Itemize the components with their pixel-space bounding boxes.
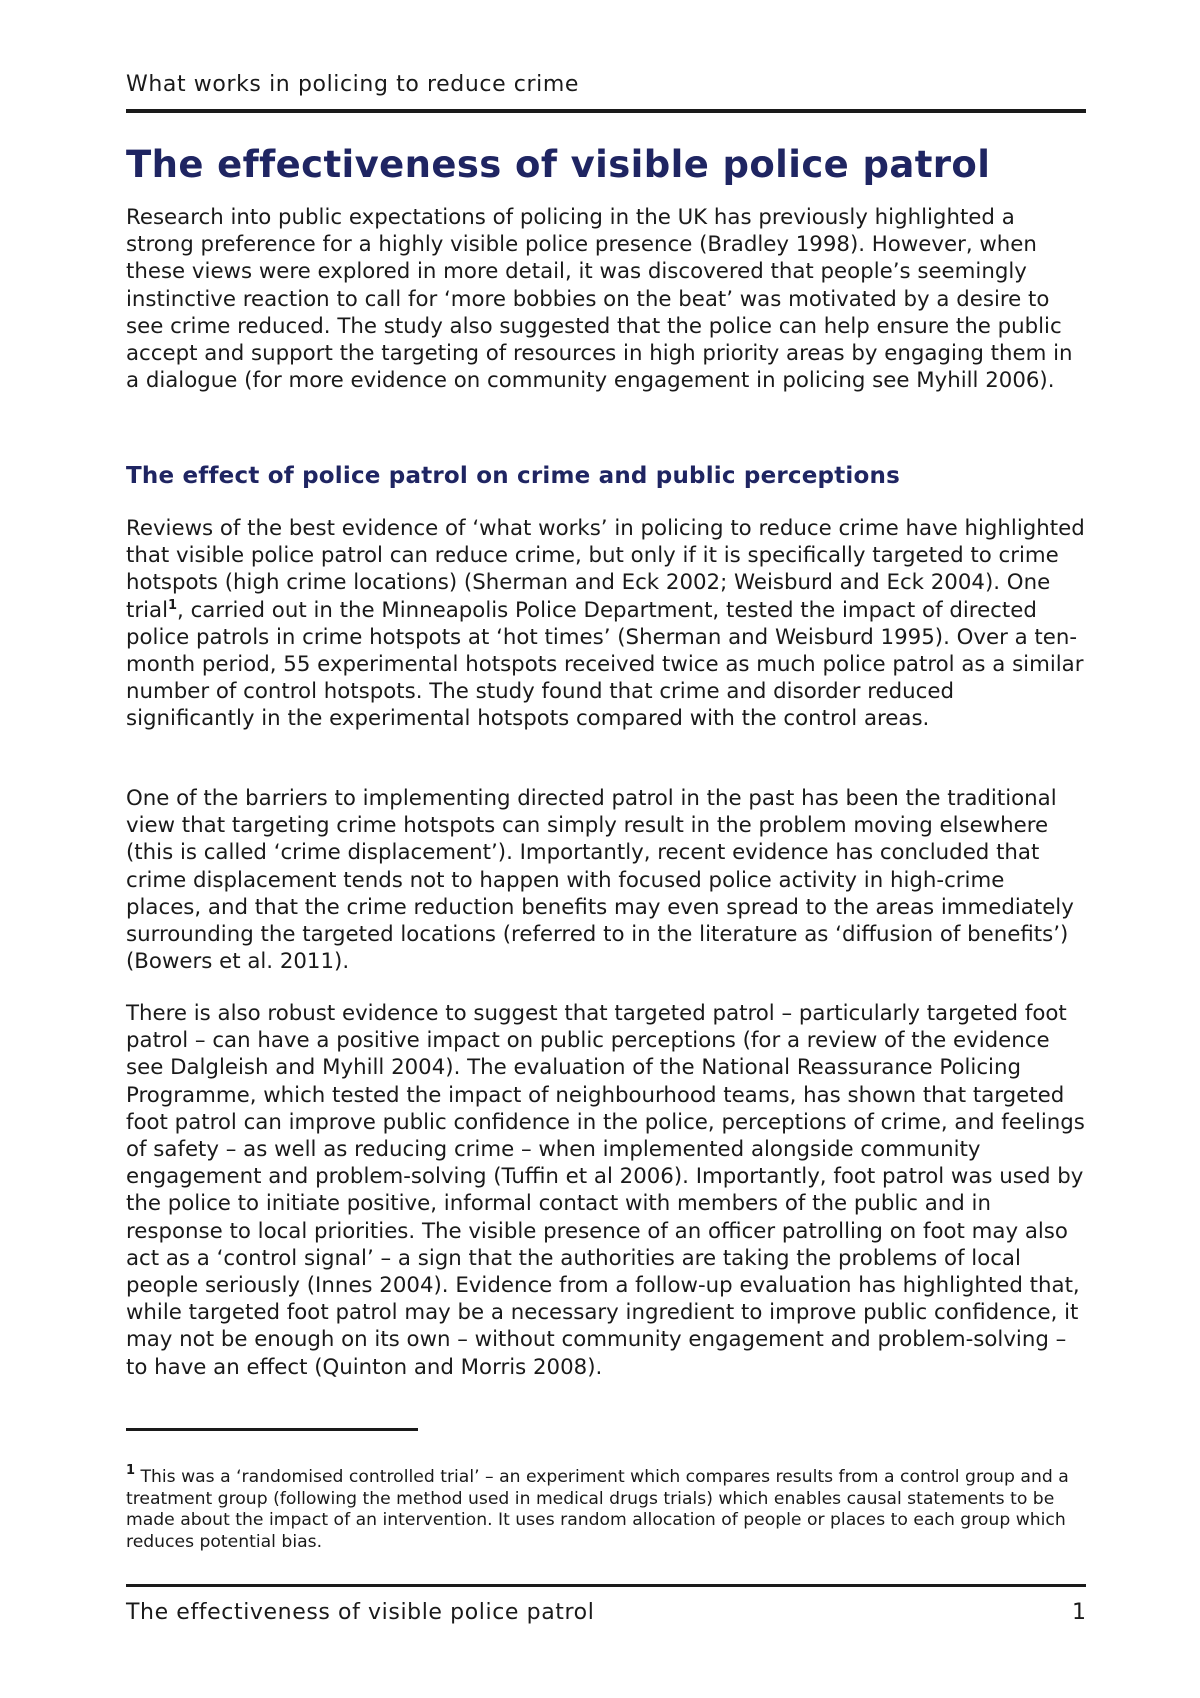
paragraph-2-text-end: , carried out in the Minneapolis Police Department, tested the impact of directed police patrols in crime hotspots at ‘hot times’ (Sherman and Weisburd 1995). Over a ten-month period, 55 experimental hotspots received twice as much police patrol as a similar number of control hotspots. The study found that crime and disorder reduced significantly in the experimental hotspots compared with the control areas.: [126, 597, 1084, 732]
body-paragraph-4: There is also robust evidence to suggest that targeted patrol – particularly targeted foot patrol – can have a positive impact on public perceptions (for a review of the evidence see Dalgleish and Myhill 2004). The evaluation of the National Reassurance Policing Programme, which tested the impact of neighbourhood teams, has shown that targeted foot patrol can improve public confidence in the police, perceptions of crime, and feelings of safety – as well as reducing crime – when implemented alongside community engagement and problem-solving (Tuffin et al 2006). Importantly, foot patrol was used by the police to initiate positive, informal contact with members of the public and in response to local priorities. The visible presence of an officer patrolling on foot may also act as a ‘control signal’ – a sign that the authorities are taking the problems of local people seriously (Innes 2004). Evidence from a follow-up evaluation has highlighted that, while targeted foot patrol may be a necessary ingredient to improve public confidence, it may not be enough on its own – without community engagement and problem-solving – to have an effect (Quinton and Morris 2008).: [126, 1001, 1085, 1380]
page-number: 1: [1072, 1600, 1086, 1625]
footnote-reference[interactable]: 1: [168, 597, 178, 613]
body-paragraph-2: [126, 515, 1086, 733]
intro-paragraph: Research into public expectations of policing in the UK has previously highlighted a strong preference for a highly visible police presence (Bradley 1998). However, when these views were explored in more detail, it was discovered that people’s seemingly instinctive reaction to call for ‘more bobbies on the beat’ was motivated by a desire to see crime reduced. The study also suggested that the police can help ensure the public accept and support the targeting of resources in high priority areas by engaging them in a dialogue (for more evidence on community engagement in policing see Myhill 2006).: [126, 205, 1073, 394]
body-paragraph-3: One of the barriers to implementing directed patrol in the past has been the traditional view that targeting crime hotspots can simply result in the problem moving elsewhere (this is called ‘crime displacement’). Importantly, recent evidence has concluded that crime displacement tends not to happen with focused police activity in high-crime places, and that the crime reduction benefits may even spread to the areas immediately surrounding the targeted locations (referred to in the literature as ‘diffusion of benefits’) (Bowers et al. 2011).: [126, 786, 1074, 975]
footer-title: The effectiveness of visible police patrol: [126, 1600, 595, 1625]
header-rule: [126, 109, 1086, 113]
paragraph-2-text-start: Reviews of the best evidence of ‘what works’ in policing to reduce crime have highlighted that visible police patrol can reduce crime, but only if it is specifically targeted to crime hotspots (high crime locations) (Sherman and Eck 2002; Weisburd and Eck 2004). One trial: [126, 516, 1085, 623]
footer-rule: [126, 1584, 1086, 1587]
footnote-number: 1: [126, 1463, 136, 1478]
page-title: The effectiveness of visible police patrol: [126, 143, 991, 186]
section-heading: The effect of police patrol on crime and public perceptions: [126, 463, 900, 489]
footnote: [126, 1463, 1086, 1553]
footnote-separator: [126, 1428, 418, 1431]
running-header: What works in policing to reduce crime: [126, 72, 580, 97]
document-page: [126, 0, 1086, 1698]
footnote-text: This was a ‘randomised controlled trial’ – an experiment which compares results from a control group and a treatment group (following the method used in medical drugs trials) which enables causal statements to be made about the impact of an intervention. It uses random allocation of people or places to each group which reduces potential bias.: [126, 1467, 1069, 1552]
